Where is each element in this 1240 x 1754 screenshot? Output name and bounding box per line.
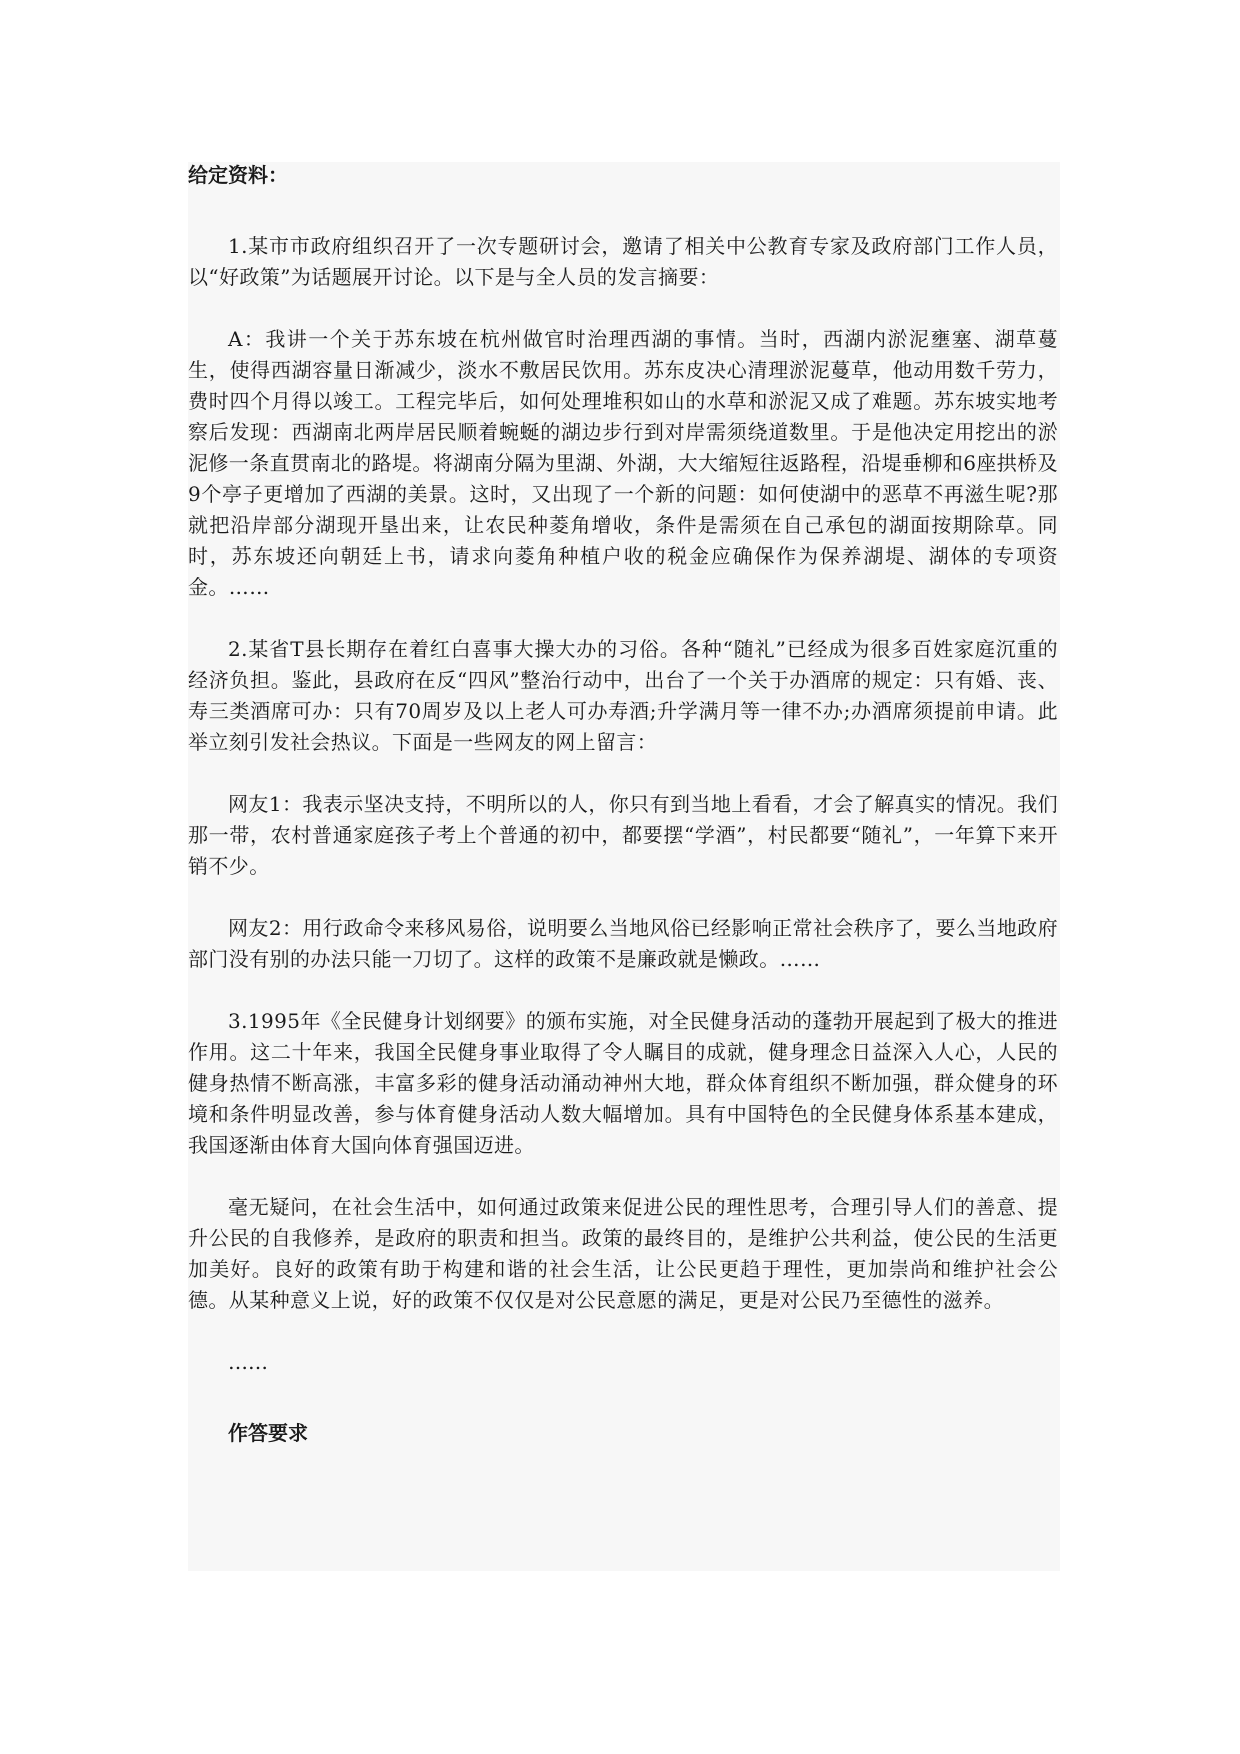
paragraph-5: 网友2：用行政命令来移风易俗，说明要么当地风俗已经影响正常社会秩序了，要么当地政府部门没有别的办法只能一刀切了。这样的政策不是廉政就是懒政。…… (188, 916, 1058, 971)
paragraph-6: 3.1995年《全民健身计划纲要》的颁布实施，对全民健身活动的蓬勃开展起到了极大的推进作用。这二十年来，我国全民健身事业取得了令人瞩目的成就，健身理念日益深入人心，人民的健身热情不断高涨，丰富多彩的健身活动涌动神州大地，群众体育组织不断加强，群众健身的环境和条件明显改善，参与体育健身活动人数大幅增加。具有中国特色的全民健身体系基本建成，我国逐渐由体育大国向体育强国迈进。 (188, 1009, 1058, 1157)
answer-requirements-heading: 作答要求 (228, 1421, 308, 1445)
paragraph-4: 网友1：我表示坚决支持，不明所以的人，你只有到当地上看看，才会了解真实的情况。我们那一带，农村普通家庭孩子考上个普通的初中，都要摆“学酒”，村民都要“随礼”，一年算下来开销不少。 (188, 792, 1058, 878)
ellipsis-line: …… (228, 1350, 268, 1374)
paragraph-7: 毫无疑问，在社会生活中，如何通过政策来促进公民的理性思考，合理引导人们的善意、提升公民的自我修养，是政府的职责和担当。政策的最终目的，是维护公共利益，使公民的生活更加美好。良好的政策有助于构建和谐的社会生活，让公民更趋于理性，更加崇尚和维护社会公德。从某种意义上说，好的政策不仅仅是对公民意愿的满足，更是对公民乃至德性的滋养。 (188, 1195, 1058, 1312)
document-body (188, 160, 1058, 1449)
paragraph-2: A：我讲一个关于苏东坡在杭州做官时治理西湖的事情。当时，西湖内淤泥壅塞、湖草蔓生，使得西湖容量日渐减少，淡水不敷居民饮用。苏东皮决心清理淤泥蔓草，他动用数千劳力，费时四个月得以竣工。工程完毕后，如何处理堆积如山的水草和淤泥又成了难题。苏东坡实地考察后发现：西湖南北两岸居民顺着蜿蜒的湖边步行到对岸需须绕道数里。于是他决定用挖出的淤泥修一条直贯南北的路堤。将湖南分隔为里湖、外湖，大大缩短往返路程，沿堤垂柳和6座拱桥及9个亭子更增加了西湖的美景。这时，又出现了一个新的问题：如何使湖中的恶草不再滋生呢?那就把沿岸部分湖现开垦出来，让农民种菱角增收，条件是需须在自己承包的湖面按期除草。同时，苏东坡还向朝廷上书，请求向菱角种植户收的税金应确保作为保养湖堤、湖体的专项资金。…… (188, 327, 1058, 599)
paragraph-1: 1.某市市政府组织召开了一次专题研讨会，邀请了相关中公教育专家及政府部门工作人员，以“好政策”为话题展开讨论。以下是与全人员的发言摘要： (188, 234, 1058, 289)
document-title: 给定资料： (188, 163, 288, 187)
paragraph-3: 2.某省T县长期存在着红白喜事大操大办的习俗。各种“随礼”已经成为很多百姓家庭沉重的经济负担。鉴此，县政府在反“四风”整治行动中，出台了一个关于办酒席的规定：只有婚、丧、寿三类酒席可办：只有70周岁及以上老人可办寿酒;升学满月等一律不办;办酒席须提前申请。此举立刻引发社会热议。下面是一些网友的网上留言： (188, 637, 1058, 754)
